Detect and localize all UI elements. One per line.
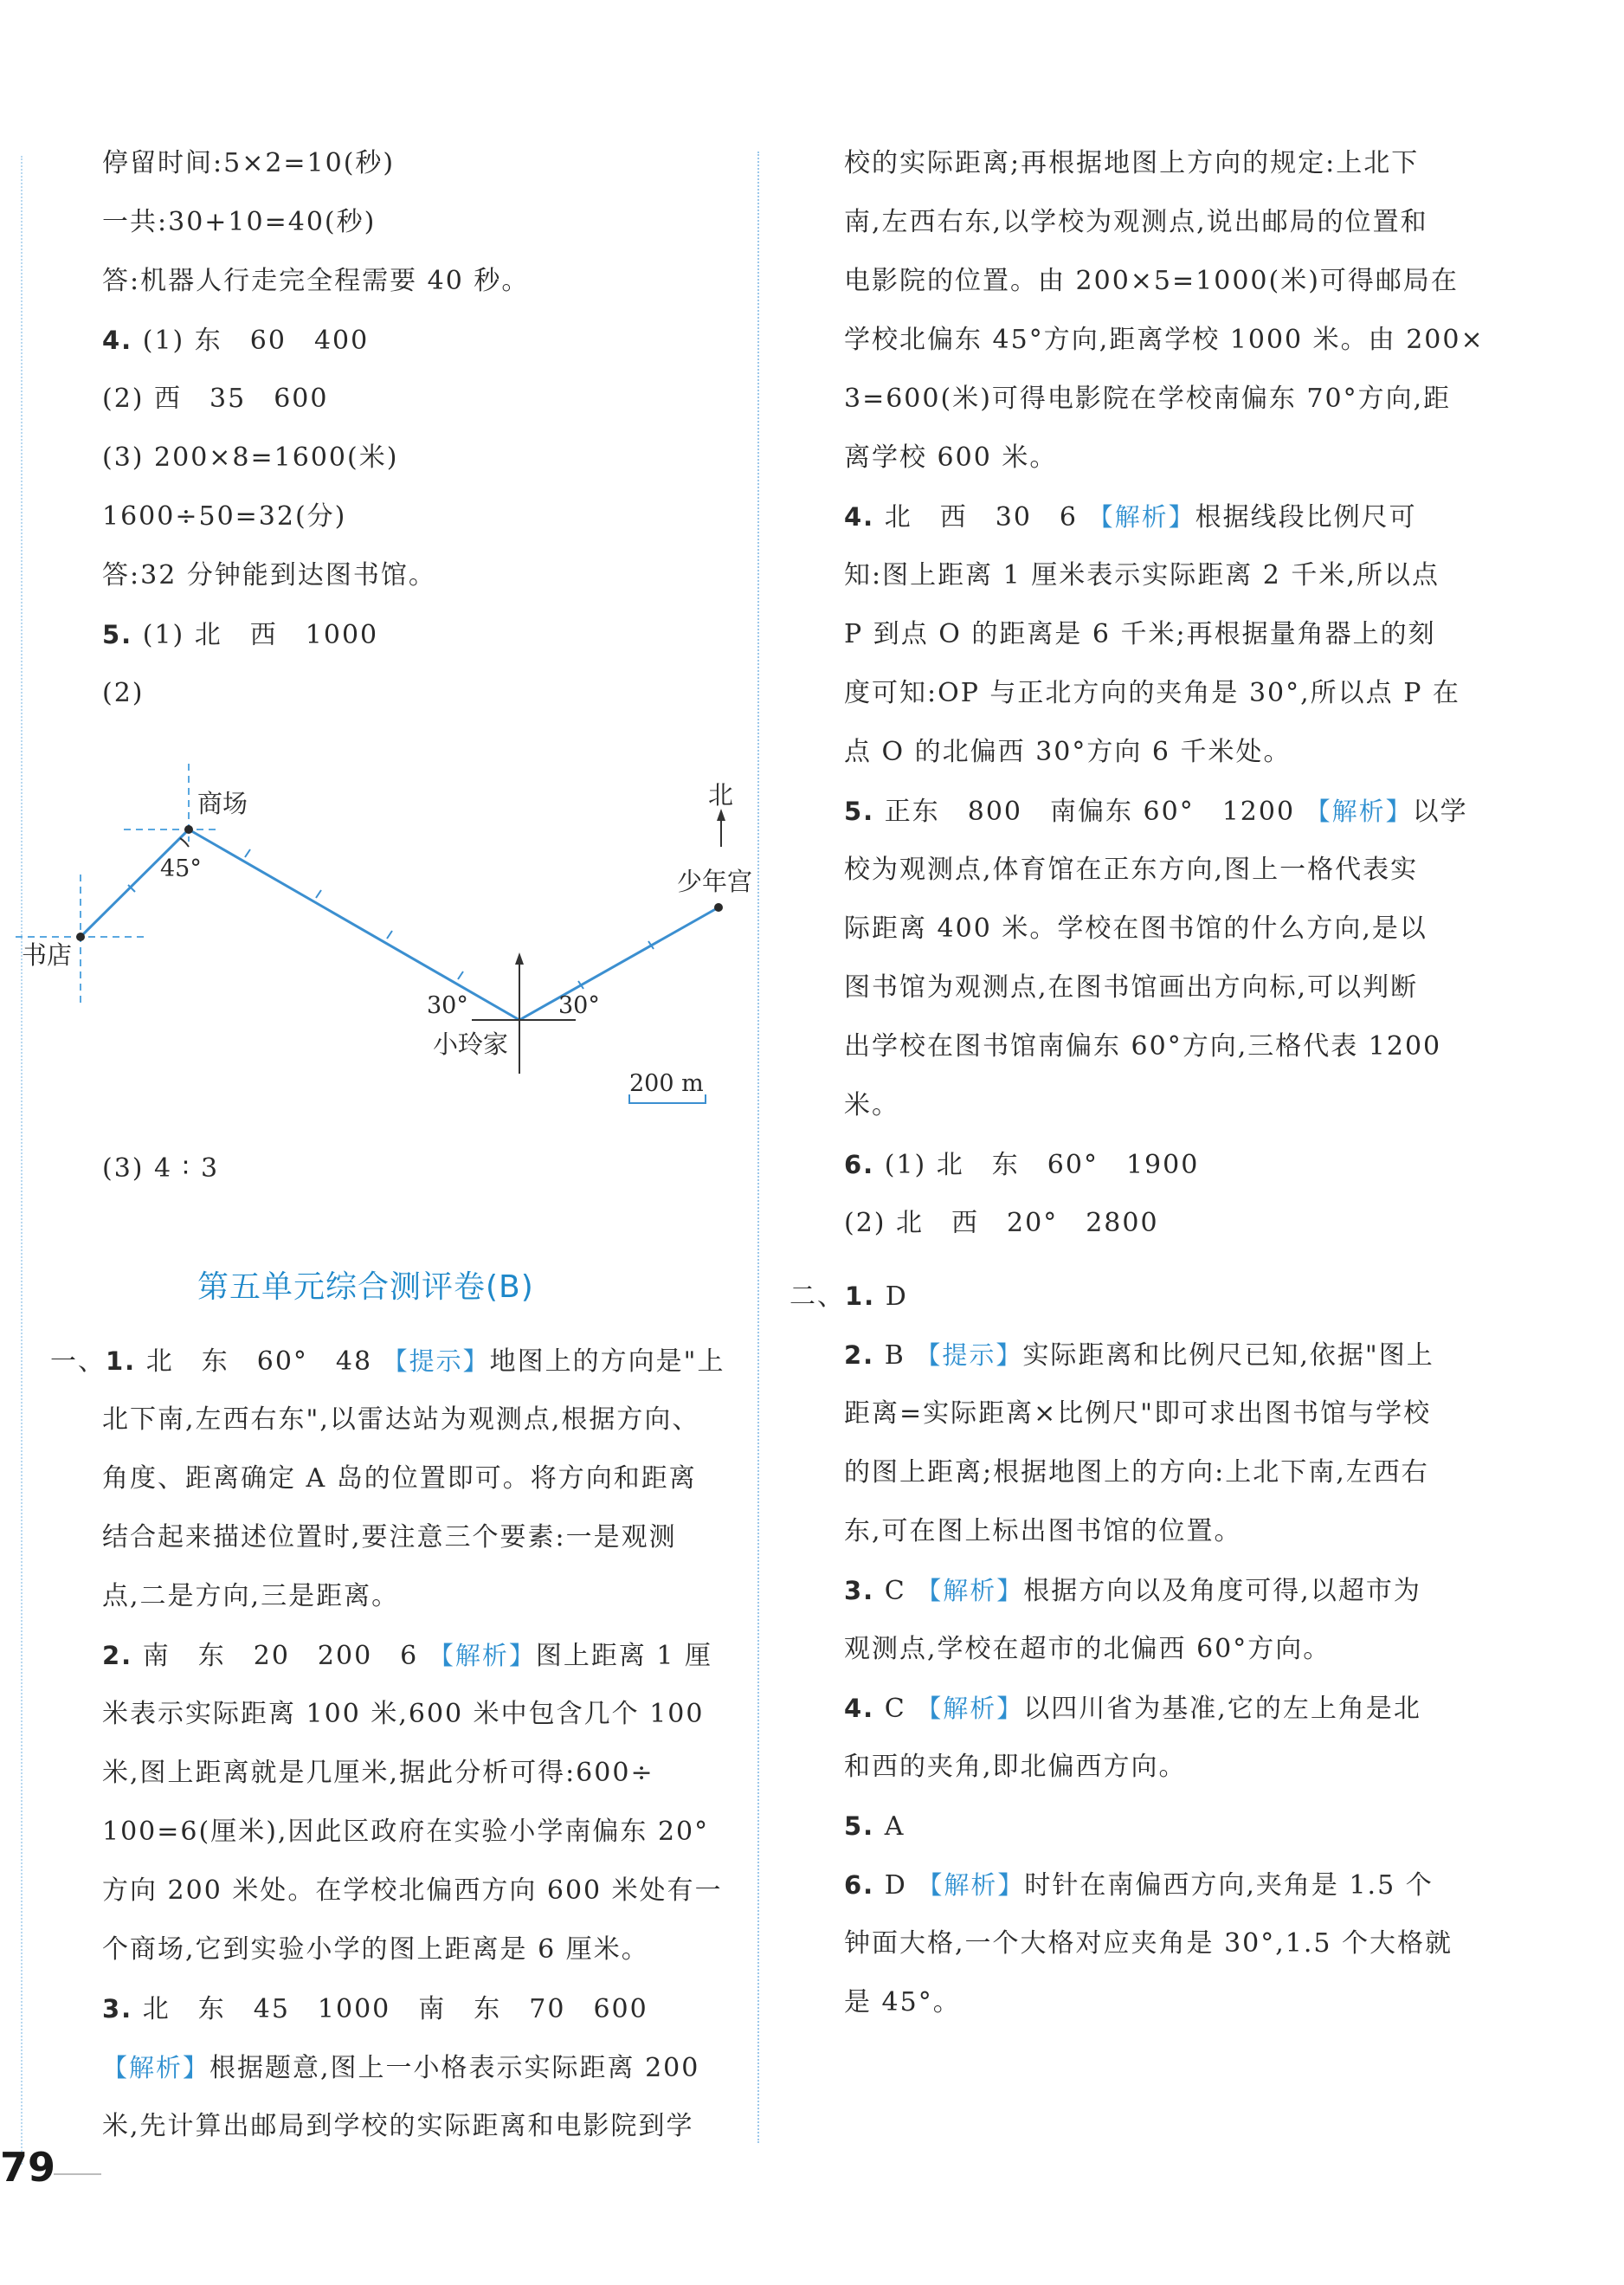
text-line: 出学校在图书馆南偏东 60°方向,三格代表 1200 (844, 1031, 1442, 1062)
answer-text: 北 西 30 6 (884, 502, 1079, 533)
text-line: 距离=实际距离×比例尺"即可求出图书馆与学校 (844, 1398, 1432, 1429)
question-number: 2. (102, 1641, 133, 1670)
explanation-text: 以四川省为基准,它的左上角是北 (1023, 1694, 1421, 1724)
label-bookstore: 书店 (22, 940, 73, 970)
answer-text: (1) 北 东 60° 1900 (884, 1150, 1200, 1180)
part1-q3 (102, 1979, 734, 2038)
part2-q4 (844, 1679, 1473, 1738)
question-number: 3. (844, 1576, 875, 1605)
label-north: 北 (708, 780, 734, 810)
answer-text: D (884, 1870, 907, 1901)
text-line: 点,二是方向,三是距离。 (102, 1581, 400, 1611)
label-angle-right: 30° (558, 992, 600, 1019)
answer-text: A (884, 1811, 905, 1842)
hint-tag: 【提示】 (382, 1346, 490, 1376)
question-number: 1. (106, 1346, 137, 1376)
text-line: 米,先计算出邮局到学校的实际距离和电影院到学 (102, 2111, 694, 2141)
text-line: 际距离 400 米。学校在图书馆的什么方向,是以 (844, 913, 1427, 944)
label-mall: 商场 (197, 789, 248, 818)
part1-q1 (50, 1332, 734, 1391)
answer-text: (1) 北 西 1000 (142, 620, 379, 650)
answer-text: (1) 东 60 400 (142, 326, 370, 356)
text-line: 米。 (844, 1090, 899, 1120)
text-line: 一共:30+10=40(秒) (102, 207, 377, 237)
text-line: 停留时间:5×2=10(秒) (102, 148, 396, 178)
answer-text: 北 东 45 1000 南 东 70 600 (142, 1994, 648, 2024)
text-line: 结合起来描述位置时,要注意三个要素:一是观测 (102, 1522, 677, 1552)
page-number: 79 (0, 2144, 56, 2191)
text-line: 答:32 分钟能到达图书馆。 (102, 560, 436, 591)
analysis-tag: 【解析】 (917, 1870, 1025, 1900)
part2-q5 (844, 1797, 1473, 1856)
analysis-tag: 【解析】 (916, 1694, 1024, 1723)
right-q6 (844, 1135, 1476, 1194)
part-label: 一、 (50, 1346, 106, 1377)
right-q4 (844, 487, 1476, 546)
question-number: 1. (845, 1281, 876, 1311)
route-mall-home (189, 829, 519, 1020)
answer-text: D (885, 1281, 908, 1312)
text-line: 电影院的位置。由 200×5=1000(米)可得邮局在 (844, 266, 1459, 296)
text-line: 100=6(厘米),因此区政府在实验小学南偏东 20° (102, 1817, 710, 1847)
left-column (102, 134, 734, 723)
route-diagram (0, 745, 762, 1108)
text-line: (2) 北 西 20° 2800 (844, 1208, 1159, 1238)
question-number: 3. (102, 1994, 133, 2024)
text-line: (3) 4 ∶ 3 (102, 1153, 220, 1184)
text-line: 1600÷50=32(分) (102, 501, 347, 532)
bookstore-point (76, 933, 85, 941)
explanation-text: 根据线段比例尺可 (1195, 502, 1417, 533)
text-line: 是 45°。 (844, 1987, 961, 2017)
explanation-text: 时针在南偏西方向,夹角是 1.5 个 (1024, 1870, 1434, 1901)
question-number: 4. (844, 502, 875, 532)
explanation-text: 图上距离 1 厘 (535, 1641, 713, 1671)
explanation-text: 地图上的方向是"上 (489, 1346, 725, 1377)
text-line: 角度、距离确定 A 岛的位置即可。将方向和距离 (102, 1463, 697, 1494)
part2-q1 (789, 1267, 1473, 1326)
mall-point (184, 825, 193, 834)
text-line: 点 O 的北偏西 30°方向 6 千米处。 (844, 737, 1292, 767)
right-q5 (844, 782, 1476, 841)
analysis-tag: 【解析】 (102, 2053, 210, 2082)
analysis-tag: 【解析】 (1305, 797, 1413, 826)
text-line: 校的实际距离;再根据地图上方向的规定:上北下 (844, 148, 1420, 178)
question-number: 6. (844, 1150, 875, 1179)
explanation-text: 实际距离和比例尺已知,依据"图上 (1022, 1340, 1434, 1371)
column-divider (757, 152, 759, 2143)
route-home-palace (519, 907, 719, 1020)
text-line: (2) (102, 678, 145, 708)
question-number: 4. (102, 326, 133, 355)
question-number: 5. (844, 797, 875, 826)
part2-q6 (844, 1856, 1473, 1914)
question-4-answer (102, 311, 734, 370)
text-line: P 到点 O 的距离是 6 千米;再根据量角器上的刻 (844, 619, 1436, 649)
question-number: 6. (844, 1870, 875, 1900)
text-line: 钟面大格,一个大格对应夹角是 30°,1.5 个大格就 (844, 1928, 1453, 1959)
question-number: 4. (844, 1694, 875, 1723)
text-line: 米,图上距离就是几厘米,据此分析可得:600÷ (102, 1758, 654, 1788)
text-line: 度可知:OP 与正北方向的夹角是 30°,所以点 P 在 (844, 678, 1460, 708)
text-line: (2) 西 35 600 (102, 384, 329, 414)
route-bookstore-mall (81, 829, 189, 937)
part2-block (789, 1267, 1473, 2032)
analysis-tag: 【解析】 (916, 1576, 1024, 1605)
part2-q3 (844, 1561, 1473, 1620)
analysis-tag: 【解析】 (1087, 502, 1195, 532)
explanation-text: 根据方向以及角度可得,以超市为 (1023, 1576, 1421, 1606)
label-home: 小玲家 (433, 1030, 509, 1059)
answer-text: 北 东 60° 48 (145, 1346, 373, 1377)
text-line: 个商场,它到实验小学的图上距离是 6 厘米。 (102, 1934, 649, 1965)
page-rule (54, 2173, 101, 2175)
text-line: 知:图上距离 1 厘米表示实际距离 2 千米,所以点 (844, 560, 1440, 591)
explanation-text: 根据题意,图上一小格表示实际距离 200 (209, 2053, 700, 2083)
answer-text: C (884, 1576, 906, 1606)
analysis-tag: 【解析】 (428, 1641, 536, 1670)
answer-text: 正东 800 南偏东 60° 1200 (884, 797, 1296, 827)
part1-q2 (102, 1626, 734, 1685)
text-line: 和西的夹角,即北偏西方向。 (844, 1752, 1187, 1782)
text-line: 观测点,学校在超市的北偏西 60°方向。 (844, 1634, 1331, 1664)
part1-q3-analysis (102, 2038, 734, 2097)
part2-q2 (844, 1326, 1473, 1385)
text-line: 图书馆为观测点,在图书馆画出方向标,可以判断 (844, 972, 1419, 1003)
text-line: 方向 200 米处。在学校北偏西方向 600 米处有一 (102, 1875, 723, 1906)
text-line: 东,可在图上标出图书馆的位置。 (844, 1516, 1242, 1546)
question-number: 5. (102, 620, 133, 649)
answer-text: 南 东 20 200 6 (142, 1641, 419, 1671)
answer-text: C (884, 1694, 906, 1724)
explanation-text: 以学 (1412, 797, 1468, 827)
left-column-cont (102, 1139, 734, 1198)
label-palace: 少年宫 (677, 867, 753, 896)
text-line: 米表示实际距离 100 米,600 米中包含几个 100 (102, 1699, 705, 1729)
text-line: 学校北偏东 45°方向,距离学校 1000 米。由 200× (844, 325, 1485, 355)
question-number: 5. (844, 1811, 875, 1841)
text-line: 校为观测点,体育馆在正东方向,图上一格代表实 (844, 855, 1419, 885)
text-line: 的图上距离;根据地图上的方向:上北下南,左西右 (844, 1457, 1429, 1488)
question-number: 2. (844, 1340, 875, 1370)
text-line: 北下南,左西右东",以雷达站为观测点,根据方向、 (102, 1404, 700, 1435)
palace-point (714, 903, 723, 912)
hint-tag: 【提示】 (915, 1340, 1023, 1370)
section-title: 第五单元综合测评卷(B) (197, 1269, 534, 1305)
part-label: 二、 (789, 1281, 845, 1312)
label-angle-mall: 45° (160, 855, 202, 882)
text-line: 南,左西右东,以学校为观测点,说出邮局的位置和 (844, 207, 1428, 237)
text-line: 答:机器人行走完全程需要 40 秒。 (102, 266, 530, 296)
text-line: (3) 200×8=1600(米) (102, 442, 399, 473)
part1-block (50, 1332, 734, 2156)
scale-label: 200 m (629, 1070, 704, 1097)
right-column (844, 134, 1485, 1253)
margin-guide (21, 156, 23, 2165)
answer-text: B (884, 1340, 905, 1371)
label-angle-left: 30° (427, 992, 468, 1019)
text-line: 离学校 600 米。 (844, 442, 1058, 473)
question-5-answer (102, 605, 734, 664)
text-line: 3=600(米)可得电影院在学校南偏东 70°方向,距 (844, 384, 1452, 414)
